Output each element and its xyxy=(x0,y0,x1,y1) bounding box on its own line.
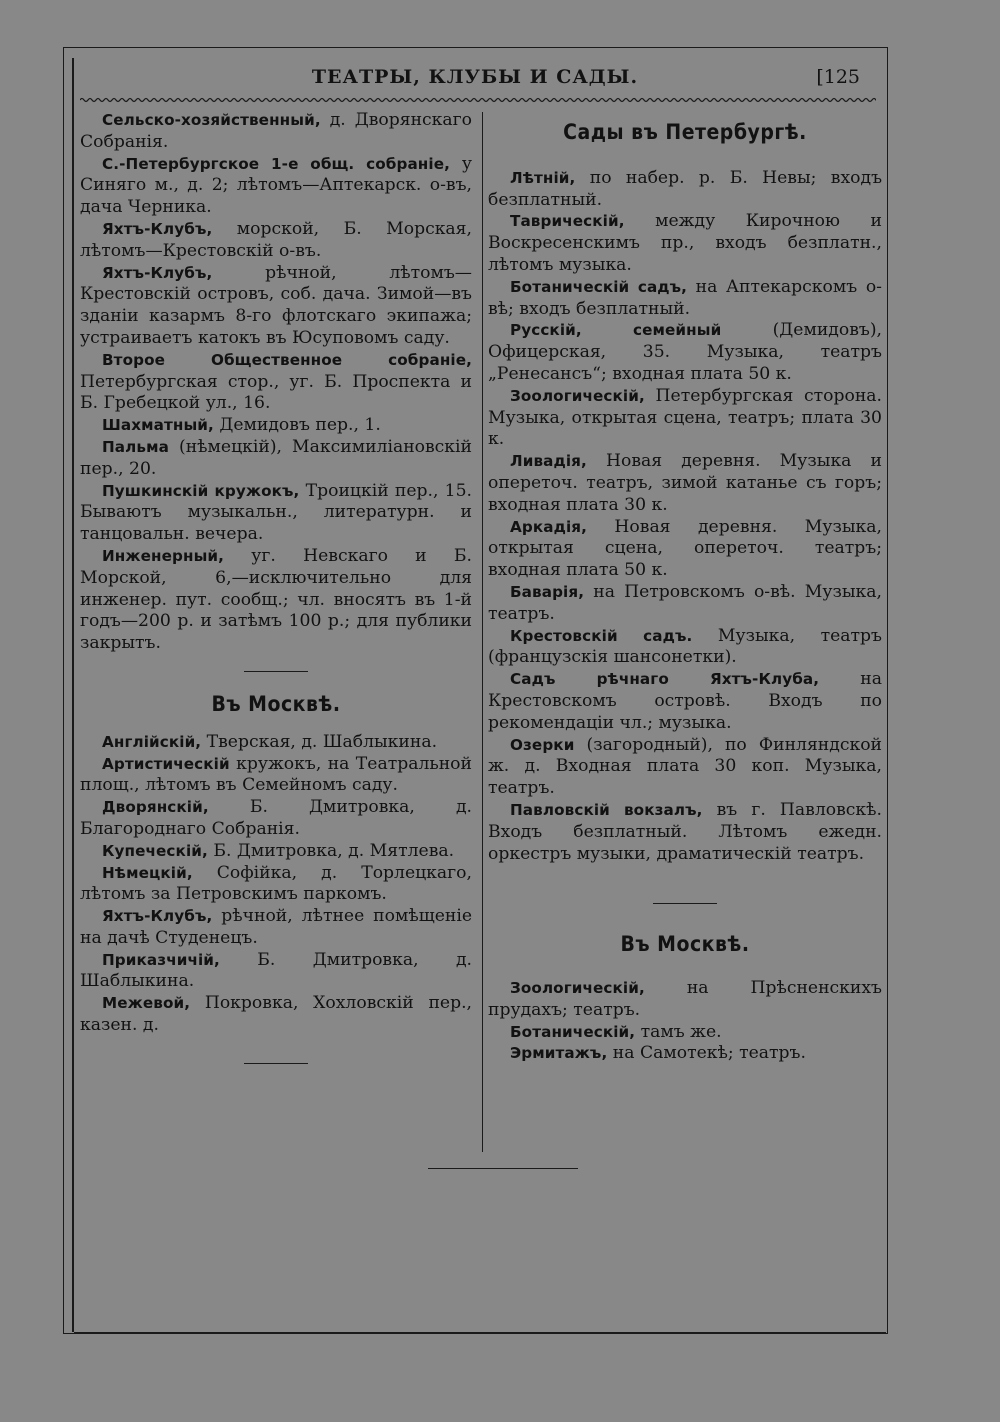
entry-text: на Аптекарскомъ о-вѣ; входъ безплатный. xyxy=(488,276,882,319)
entry-name: Зоологическій, xyxy=(510,979,645,998)
entry-text: Новая деревня. Музыка и опереточ. театръ, зимой катанье съ горъ; входная плата 30 к. xyxy=(488,451,882,515)
bottom-rule xyxy=(428,1168,578,1169)
entry-text: рѣчной, лѣтнее помѣщеніе на дачѣ Студенецъ. xyxy=(80,906,472,948)
entry-name: Ботаническій садъ, xyxy=(510,277,688,296)
list-item xyxy=(80,110,472,154)
list-item xyxy=(80,437,472,481)
entry-name: Второе Общественное собраніе, xyxy=(102,350,472,369)
entry-text: Софійка, д. Торлецкаго, лѣтомъ за Петровскимъ паркомъ. xyxy=(80,862,472,905)
entry-name: Ботаническій, xyxy=(510,1022,636,1041)
list-item xyxy=(488,626,882,670)
section-title-petersburg-gardens: Сады въ Петербургѣ. xyxy=(563,120,807,144)
entry-text: Демидовъ пер., 1. xyxy=(213,415,381,436)
entry-text: Б. Дмитровка, д. Благороднаго Собранія. xyxy=(80,797,472,839)
section-divider xyxy=(653,903,717,904)
entry-name: С.-Петербургское 1-е общ. собраніе, xyxy=(102,154,450,173)
entry-text: на Крестовскомъ островѣ. Входъ по рекомендаціи чл.; музыка. xyxy=(488,669,882,733)
entry-text: Покровка, Хохловскій пер., казен. д. xyxy=(80,993,472,1036)
list-item xyxy=(80,546,472,655)
right-column xyxy=(488,110,882,1065)
entry-text: (нѣмецкій), Максимиліановскій пер., 20. xyxy=(80,436,472,479)
list-item xyxy=(80,481,472,546)
list-item xyxy=(488,211,882,276)
entry-text: тамъ же. xyxy=(635,1021,722,1042)
entry-name: Купеческій, xyxy=(102,841,208,860)
list-item xyxy=(488,1043,882,1065)
list-item xyxy=(80,863,472,907)
entry-name: Лѣтній, xyxy=(510,168,576,187)
entry-name: Павловскій вокзалъ, xyxy=(510,800,703,819)
left-column xyxy=(80,110,472,1064)
entry-name: Садъ рѣчнаго Яхтъ-Клуба, xyxy=(510,670,820,689)
entry-name: Озерки xyxy=(510,735,575,754)
entry-text: Музыка, театръ (французскія шансонетки). xyxy=(488,625,882,668)
list-item xyxy=(488,582,882,626)
entry-name: Яхтъ-Клубъ, xyxy=(102,219,213,238)
list-item xyxy=(80,154,472,219)
list-item xyxy=(488,277,882,321)
section-title-moscow-clubs: Въ Москвѣ. xyxy=(211,691,341,716)
list-item xyxy=(80,219,472,263)
entry-text: рѣчной, лѣтомъ—Крестовскій островъ, соб. дача. Зимой—въ зданіи казармъ 8-го флотскаго экипажа; устраиваетъ катокъ въ Юсуповомъ саду. xyxy=(80,262,472,348)
list-item xyxy=(80,732,472,754)
entry-name: Эрмитажъ, xyxy=(510,1044,608,1063)
page-frame-inner-left xyxy=(72,58,74,1332)
entry-text: Новая деревня. Музыка, открытая сцена, опереточ. театръ; входная плата 50 к. xyxy=(488,516,882,581)
entry-name: Баварія, xyxy=(510,582,585,601)
list-item xyxy=(488,517,882,582)
entry-name: Инженерный, xyxy=(102,546,225,565)
list-item xyxy=(488,451,882,516)
gardens-list xyxy=(488,168,882,866)
section-divider xyxy=(244,1063,308,1064)
list-item xyxy=(488,386,882,451)
section-title-moscow-gardens: Въ Москвѣ. xyxy=(620,932,750,957)
entry-text: Петербургская сторона. Музыка, открытая сцена, театръ; плата 30 к. xyxy=(488,385,882,450)
list-item xyxy=(80,754,472,798)
entry-name: Сельско-хозяйственный, xyxy=(102,111,321,129)
wavy-rule xyxy=(80,96,876,104)
entry-name: Приказчичій, xyxy=(102,950,220,969)
entry-text: между Кирочною и Воскресенскимъ пр., входъ безплатн., лѣтомъ музыка. xyxy=(488,211,882,275)
entry-text: морской, Б. Морская, лѣтомъ—Крестовскій о-въ. xyxy=(80,218,472,261)
entry-text: Тверская, д. Шаблыкина. xyxy=(201,731,438,752)
entry-name: Пушкинскій кружокъ, xyxy=(102,481,300,500)
entry-name: Яхтъ-Клубъ, xyxy=(102,263,213,282)
entry-text: Троицкій пер., 15. Бываютъ музыкальн., литературн. и танцовальн. вечера. xyxy=(80,480,472,545)
list-item xyxy=(488,320,882,385)
entry-text: на Петровскомъ о-вѣ. Музыка, театръ. xyxy=(488,581,882,624)
entry-text: д. Дворянскаго Собранія. xyxy=(80,110,472,152)
list-item xyxy=(488,669,882,734)
list-item xyxy=(488,978,882,1022)
list-item xyxy=(80,993,472,1037)
entry-text: кружокъ, на Театральной площ., лѣтомъ въ Семейномъ саду. xyxy=(80,753,472,796)
entry-text: Петербургская стор., уг. Б. Проспекта и Б. Гребецкой ул., 16. xyxy=(80,371,472,414)
clubs-list xyxy=(80,110,472,655)
entry-name: Нѣмецкій, xyxy=(102,863,193,882)
moscow-clubs-list xyxy=(80,732,472,1037)
entry-name: Пальма xyxy=(102,437,169,456)
list-item xyxy=(80,841,472,863)
entry-name: Англійскій, xyxy=(102,732,202,751)
list-item xyxy=(80,350,472,415)
entry-name: Таврическій, xyxy=(510,212,625,231)
column-divider xyxy=(482,112,483,1152)
entry-text: на Самотекѣ; театръ. xyxy=(607,1043,806,1064)
entry-text: уг. Невскаго и Б. Морской, 6,—исключительно для инженер. пут. сообщ.; чл. вносятъ въ 1-й годъ—200 р. и затѣмъ 100 р.; для публики закрытъ. xyxy=(80,545,472,654)
entry-text: (Демидовъ), Офицерская, 35. Музыка, театръ „Ренесансъ“; входная плата 50 к. xyxy=(488,320,882,384)
entry-text: Б. Дмитровка, д. Мятлева. xyxy=(207,840,455,861)
list-item xyxy=(80,415,472,437)
list-item xyxy=(80,906,472,950)
entry-name: Дворянскій, xyxy=(102,798,209,817)
entry-name: Артистическій xyxy=(102,754,230,773)
moscow-gardens-list xyxy=(488,978,882,1065)
page-number: [125 xyxy=(816,66,860,88)
list-item xyxy=(80,950,472,994)
page-title: ТЕАТРЫ, КЛУБЫ И САДЫ. xyxy=(311,66,639,88)
list-item xyxy=(80,797,472,841)
entry-name: Зоологическій, xyxy=(510,386,645,405)
entry-name: Яхтъ-Клубъ, xyxy=(102,907,213,926)
section-divider xyxy=(244,671,308,672)
entry-name: Аркадія, xyxy=(510,517,587,536)
list-item xyxy=(488,735,882,800)
entry-text: по набер. р. Б. Невы; входъ безплатный. xyxy=(488,167,882,210)
entry-name: Ливадія, xyxy=(510,452,587,471)
list-item xyxy=(80,263,472,350)
page-frame-bottom xyxy=(74,1332,886,1334)
entry-text: въ г. Павловскѣ. Входъ безплатный. Лѣтомъ ежедн. оркестръ музыки, драматическій театръ. xyxy=(488,799,882,864)
entry-text: (загородный), по Финляндской ж. д. Входная плата 30 коп. Музыка, театръ. xyxy=(488,734,882,799)
entry-text: Б. Дмитровка, д. Шаблыкина. xyxy=(80,949,472,992)
entry-name: Межевой, xyxy=(102,994,191,1013)
entry-name: Русскій, семейный xyxy=(510,321,722,340)
entry-text: у Синяго м., д. 2; лѣтомъ—Аптекарск. о-въ, дача Черника. xyxy=(80,153,473,218)
list-item xyxy=(488,800,882,865)
list-item xyxy=(488,1022,882,1044)
entry-name: Шахматный, xyxy=(102,416,214,435)
running-head xyxy=(80,62,870,96)
entry-name: Крестовскій садъ. xyxy=(510,626,693,645)
entry-text: на Прѣсненскихъ прудахъ; театръ. xyxy=(488,978,882,1020)
list-item xyxy=(488,168,882,212)
